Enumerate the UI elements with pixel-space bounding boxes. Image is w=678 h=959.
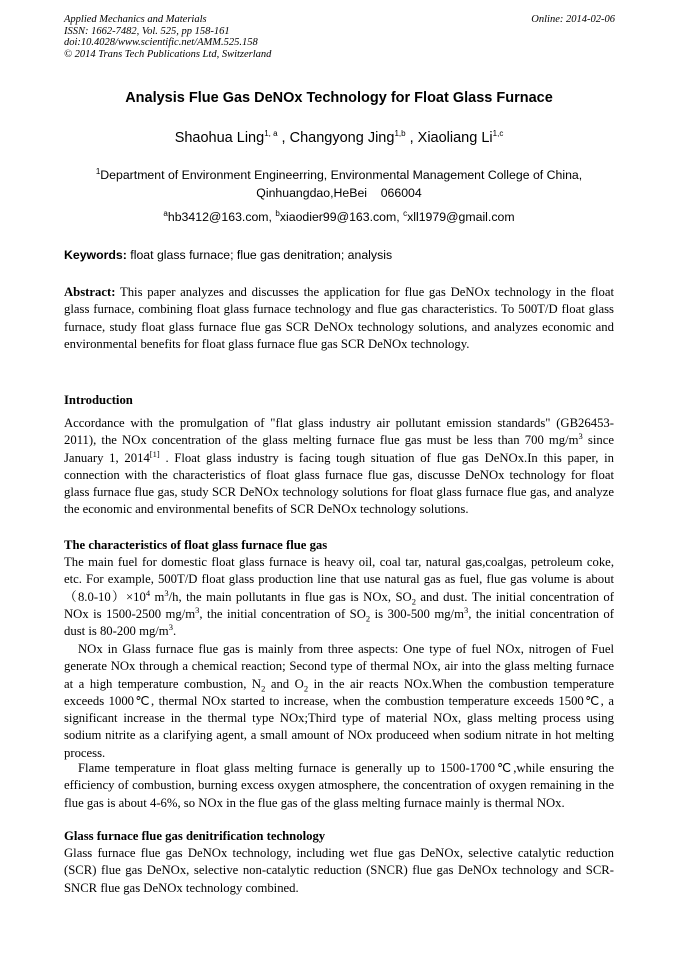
intro-text: . Float glass industry is facing tough situation of flue gas DeNOx.In this paper, in connection with the characteristics of float glass furnace flue gas, discusse DeNOx technology for float glass furnace flue gas, study SCR DeNOx technology solutions for float glass furnace flue gas, and analyze the economic and environmental benefits of SCR DeNOx technology solutions.: [64, 450, 614, 517]
body-text: m: [150, 589, 165, 604]
subscript: 2: [261, 683, 266, 694]
section1-paragraph-1: [64, 554, 614, 640]
author-affil-mark: 1, a: [264, 129, 278, 139]
body-text: NOx in Glass furnace flue gas is mainly from three aspects: One type of fuel NOx, nitrogen of Fuel generate NOx through a chemical reaction; Second type of thermal NOx, air into the glass melting furnace at a high temperature combustion, N: [64, 642, 614, 691]
abstract-text: This paper analyzes and discusses the application for flue gas DeNOx technology in the float glass furnace, combining float glass furnace technology and flue gas characteristics. To 500T/D float glass furnace, study float glass furnace flue gas SCR DeNOx technology solutions, and analyzes economic and environmental benefits for float glass furnace flue gas SCR DeNOx technology.: [64, 285, 614, 351]
keywords-text: float glass furnace; flue gas denitration; analysis: [126, 248, 393, 262]
intro-text: Accordance with the promulgation of "flat glass industry air pollutant emission standards" (GB26453-2011), the NOx concentration of the glass melting furnace flue gas must be less than 700 mg/m: [64, 416, 614, 448]
email-mark: a: [163, 208, 168, 218]
keywords: [64, 248, 616, 262]
publication-header: [64, 14, 271, 60]
affiliation: [64, 166, 614, 202]
author-list: Shaohua Ling$^{1, a}$ , Changyong Jing$^{1,b}$ , Xiaoliang Li$^{1,c}$: [174, 129, 504, 146]
superscript: 4: [145, 587, 151, 598]
email-mark: c: [403, 208, 408, 218]
section-heading: Glass furnace flue gas denitrification technology: [64, 829, 326, 843]
subscript: 2: [365, 613, 371, 624]
affiliation-line-2: Qinhuangdao,HeBei 066004: [256, 186, 422, 200]
author-affil-mark: 1,c: [492, 129, 504, 139]
email-address: xiaodier99@163.com,: [279, 210, 404, 224]
abstract-label: Abstract:: [64, 285, 116, 299]
email-address: xll1979@gmail.com: [407, 210, 515, 224]
email-address: hb3412@163.com,: [167, 210, 276, 224]
author-name: Shaohua Ling: [174, 130, 265, 146]
superscript: 3: [195, 604, 200, 615]
intro-heading: Introduction: [64, 393, 133, 407]
issn-line: ISSN: 1662-7482, Vol. 525, pp 158-161: [64, 25, 230, 37]
body-text: and dust. The initial concentration of NOx is 1500-2500 mg/m: [64, 589, 614, 621]
section1-paragraph-3: Flame temperature in float glass melting furnace is generally up to 1500-1700℃,while ensuring the efficiency of combustion, burning excess oxygen atmosphere, the concentration of oxygen remaining in the flue gas is about 4-6%, so NOx in the flue gas of the glass melting furnace mainly is thermal NOx.: [64, 761, 614, 810]
abstract: [64, 284, 614, 353]
email-list: [0, 210, 678, 224]
section1-paragraph-2: [64, 641, 614, 762]
journal-name: Applied Mechanics and Materials: [64, 14, 207, 25]
superscript: 3: [578, 431, 583, 442]
body-text: , the initial concentration of SO: [199, 606, 366, 621]
intro-text: since January 1, 2014: [64, 433, 614, 465]
email-mark: b: [275, 208, 280, 218]
doi-line: doi:10.4028/www.scientific.net/AMM.525.158: [64, 37, 258, 49]
body-text: , the initial concentration of dust is 80-200 mg/m: [64, 606, 615, 639]
copyright-line: © 2014 Trans Tech Publications Ltd, Switzerland: [64, 48, 272, 60]
section-heading: The characteristics of float glass furnace flue gas: [64, 538, 328, 552]
superscript: 3: [463, 604, 469, 615]
body-text: in the air reacts NOx.When the combustion temperature exceeds 1000℃, thermal NOx started to increase, when the combustion temperature exceeds 1500℃, a significant increase in the thermal type NOx;Third type of material NOx, glass melting process using sodium nitrite as a clarifying agent, a small amount of NOx produceed when sodium nitrate in hot melting process.: [64, 676, 614, 760]
superscript: 3: [168, 621, 173, 632]
author-affil-mark: 1,b: [394, 129, 406, 139]
affiliation-mark: 1: [95, 166, 101, 176]
body-text: and O: [265, 676, 304, 691]
keywords-label: Keywords:: [64, 248, 127, 262]
superscript: 3: [164, 587, 169, 598]
author-name: Xiaoliang Li: [417, 130, 493, 146]
body-text: is 300-500 mg/m: [370, 606, 464, 621]
intro-paragraph: [64, 415, 614, 519]
affiliation-line-1: Department of Environment Engineerring, Environmental Management College of China,: [100, 168, 583, 182]
subscript: 2: [411, 596, 416, 607]
body-text: The main fuel for domestic float glass furnace is heavy oil, coal tar, natural gas,coalgas, petroleum coke, etc. For example, 500T/D float glass production line that use natural gas as fuel, flue gas volume is about （8.0-10）×10: [64, 555, 614, 604]
subscript: 2: [303, 683, 309, 694]
body-text: .: [172, 624, 177, 639]
citation-ref: [1]: [149, 448, 160, 459]
section2-paragraph-1: Glass furnace flue gas DeNOx technology, including wet flue gas DeNOx, selective catalytic reduction (SCR) flue gas DeNOx, selective non-catalytic reduction (SNCR) flue gas DeNOx technology and SCR-SNCR flue gas DeNOx technology combined.: [64, 846, 614, 895]
body-text: /h, the main pollutants in flue gas is NOx, SO: [168, 589, 412, 604]
paper-title: Analysis Flue Gas DeNOx Technology for Float Glass Furnace: [125, 90, 553, 106]
online-date: Online: 2014-02-06: [531, 14, 615, 25]
author-name: Changyong Jing: [289, 130, 395, 146]
